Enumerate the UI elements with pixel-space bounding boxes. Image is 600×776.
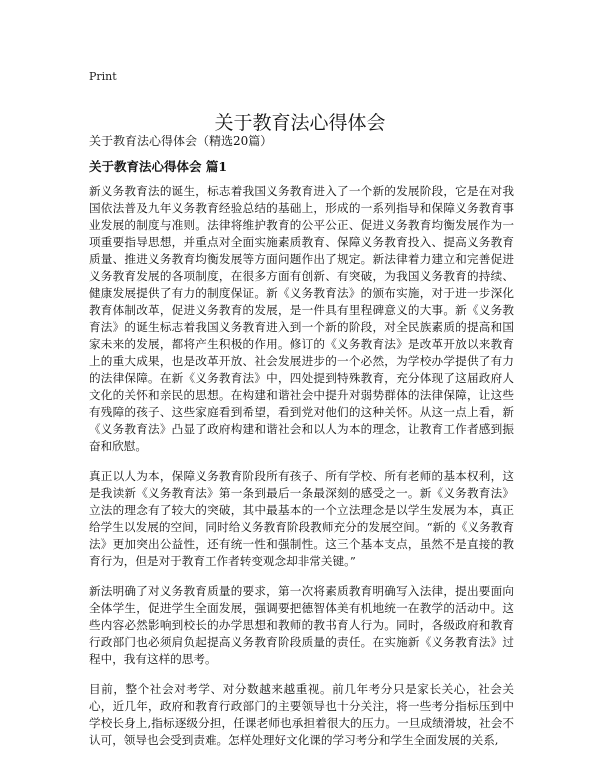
- paragraph-4: 目前，整个社会对考学、对分数越来越重视。前几年考分只是家长关心，社会关心，近几年，政府和教育行政部门的主要领导也十分关注，将一些考分指标压到中学校长身上,指标逐级分担，任课老师也承担着很大的压力。一旦成绩滑坡，社会不认可，领导也会受到责难。怎样处理好文化课的学习考分和学生全面发展的关系,: [89, 682, 514, 747]
- document-body: [89, 183, 514, 762]
- print-label: Print: [89, 70, 117, 83]
- section-heading: 关于教育法心得体会 篇1: [89, 159, 228, 174]
- document-subtitle: 关于教育法心得体会（精选20篇）: [89, 134, 273, 148]
- paragraph-2: 真正以人为本，保障义务教育阶段所有孩子、所有学校、所有老师的基本权利，这是我读新《义务教育法》第一条到最后一条最深刻的感受之一。新《义务教育法》立法的理念有了较大的突破，其中最基本的一个立法理念是以学生发展为本，真正给学生以发展的空间，同时给义务教育阶段教师充分的发展空间。“新的《义务教育法》更加突出公益性，还有统一性和强制性。这三个基本支点，虽然不是直接的教育行为，但是对于教育工作者转变观念却非常关键。”: [89, 469, 514, 568]
- paragraph-3: 新法明确了对义务教育质量的要求，第一次将素质教育明确写入法律，提出要面向全体学生，促进学生全面发展，强调要把德智体美有机地统一在教学的活动中。这些内容必然影响到校长的办学思想和教师的教书育人行为。同时，各级政府和教育行政部门也必须肩负起提高义务教育阶段质量的责任。在实施新《义务教育法》过程中，我有这样的思考。: [89, 584, 514, 666]
- paragraph-1: 新义务教育法的诞生，标志着我国义务教育进入了一个新的发展阶段，它是在对我国依法普及九年义务教育经验总结的基础上，形成的一系列指导和保障义务教育事业发展的制度与准则。法律将维护教育的公平公正、促进义务教育均衡发展作为一项重要指导思想，并重点对全面实施素质教育、保障义务教育投入、提高义务教育质量、推进义务教育均衡发展等方面问题作出了规定。新法律着力建立和完善促进义务教育发展的各项制度，在很多方面有创新、有突破，为我国义务教育的持续、健康发展提供了有力的制度保证。新《义务教育法》的颁布实施，对于进一步深化教育体制改革，促进义务教育的发展，是一件具有里程碑意义的大事。新《义务教育法》的诞生标志着我国义务教育进入到一个新的阶段，对全民族素质的提高和国家未来的发展，都将产生积极的作用。修订的《义务教育法》是改革开放以来教育上的重大成果，也是改革开放、社会发展进步的一个必然，为学校办学提供了有力的法律保障。在新《义务教育法》中，四处提到特殊教育，充分体现了这届政府人文化的关怀和亲民的思想。在构建和谐社会中提升对弱势群体的法律保障，让这些有残障的孩子、这些家庭看到希望，看到党对他们的这种关怀。从这一点上看，新《义务教育法》凸显了政府构建和谐社会和以人为本的理念，让教育工作者感到振奋和欣慰。: [89, 184, 514, 453]
- document-title: 关于教育法心得体会: [214, 111, 386, 134]
